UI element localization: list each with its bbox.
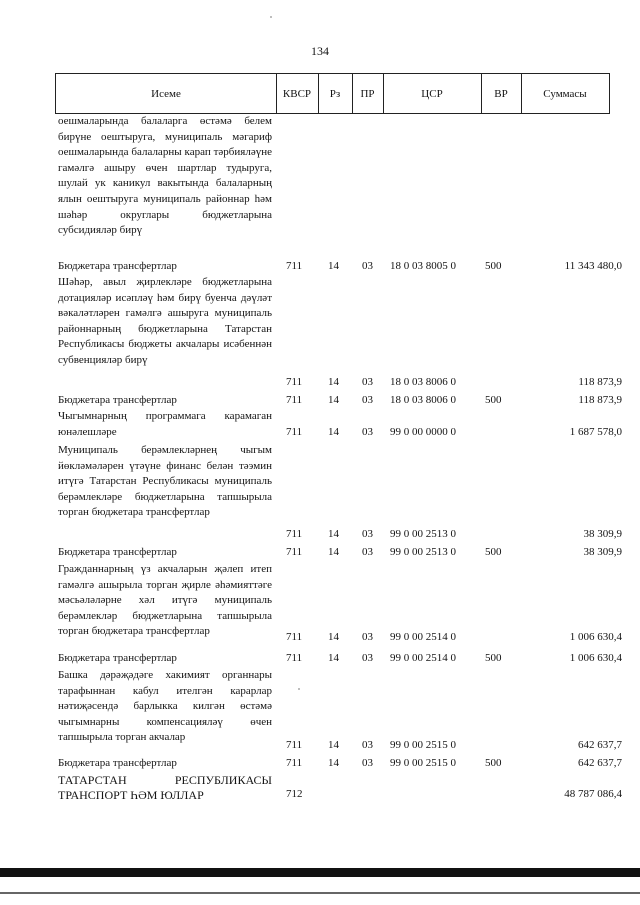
row-name: Шәһәр, авыл җирлекләре бюджетларына дотацияләр исәпләү һәм бирү буенча дәүләт вәкаләтләрен гамәлгә ашыруга муниципаль районнарның бюджетларына Татарстан Республикасы бюджеты акчалары исәбеннән субвенцияләр бирү xyxy=(58,276,272,366)
row-name: Гражданнарның үз акчаларын җәлеп итеп гамәлгә ашырыла торган җирле әһәмияттәге мәсьәләләрне хәл итүгә муниципаль берәмлекләр бюджетларына тапшырыла торган бюджетара трансфертлар xyxy=(58,563,272,638)
row-pr: 03 xyxy=(362,528,373,540)
row-csr: 99 0 00 2513 0 xyxy=(390,528,456,540)
row-rz: 14 xyxy=(328,426,339,438)
row-name: Бюджетара трансфертлар xyxy=(58,546,177,558)
row-kvsr: 711 xyxy=(286,376,303,388)
row-kvsr: 711 xyxy=(286,260,303,272)
row-rz: 14 xyxy=(328,376,339,388)
row-sum: 1 006 630,4 xyxy=(569,631,622,643)
row-rz: 14 xyxy=(328,528,339,540)
row-kvsr: 712 xyxy=(286,788,303,800)
row-pr: 03 xyxy=(362,260,373,272)
row-rz: 14 xyxy=(328,631,339,643)
row-csr: 18 0 03 8006 0 xyxy=(390,376,456,388)
row-vr: 500 xyxy=(485,260,502,272)
row-kvsr: 711 xyxy=(286,546,303,558)
row-kvsr: 711 xyxy=(286,528,303,540)
row-csr: 99 0 00 2513 0 xyxy=(390,546,456,558)
header-sum: Суммасы xyxy=(543,87,587,100)
row-vr: 500 xyxy=(485,757,502,769)
row-vr: 500 xyxy=(485,652,502,664)
row-csr: 99 0 00 2515 0 xyxy=(390,757,456,769)
row-pr: 03 xyxy=(362,631,373,643)
row-name: Бюджетара трансфертлар xyxy=(58,260,177,272)
row-sum: 38 309,9 xyxy=(583,546,622,558)
row-csr: 99 0 00 0000 0 xyxy=(390,426,456,438)
row-rz: 14 xyxy=(328,652,339,664)
row-name: Бюджетара трансфертлар xyxy=(58,394,177,406)
row-sum: 48 787 086,4 xyxy=(564,788,622,800)
row-csr: 99 0 00 2514 0 xyxy=(390,631,456,643)
row-name: Башка дәрәҗәдәге хакимият органнары тарафыннан кабул ителгән карарлар нәтиҗәсендә барлыкка килгән өстәмә чыгымнарны компенсацияләү өчен тапшырыла торган акчалар xyxy=(58,669,272,744)
row-pr: 03 xyxy=(362,426,373,438)
scan-speck xyxy=(298,688,300,690)
scan-border-bar xyxy=(0,868,640,877)
row-name: Бюджетара трансфертлар xyxy=(58,757,177,769)
page-number: 134 xyxy=(311,44,329,58)
row-kvsr: 711 xyxy=(286,757,303,769)
row-pr: 03 xyxy=(362,394,373,406)
row-kvsr: 711 xyxy=(286,394,303,406)
row-name: Муниципаль берәмлекләрнең чыгым йөкләмәләрен үтәүне финанс белән тәэмин итүгә Татарстан Республикасы муниципаль берәмлекләре бюджетларына тапшырыла торган бюджетара трансфертлар xyxy=(58,444,272,519)
header-csr: ЦСР xyxy=(383,74,482,113)
row-sum: 1 687 578,0 xyxy=(569,426,622,438)
row-pr: 03 xyxy=(362,652,373,664)
scan-border-line xyxy=(0,892,640,894)
row-kvsr: 711 xyxy=(286,631,303,643)
row-rz: 14 xyxy=(328,739,339,751)
row-csr: 18 0 03 8005 0 xyxy=(390,260,456,272)
row-rz: 14 xyxy=(328,757,339,769)
row-sum: 11 343 480,0 xyxy=(564,260,622,272)
row-csr: 99 0 00 2514 0 xyxy=(390,652,456,664)
row-name: оешмаларында балаларга өстәмә белем бирүне оештыруга, муниципаль мәгариф оешмаларында балаларны карап тәрбияләүне гамәлгә ашыру өчен шартлар тудыруга, шулай ук каникул вакытында балаларның ялын оештыруга муниципаль районнар һәм шәһәр округлары бюджетларына субсидияләр бирү xyxy=(58,115,272,237)
row-kvsr: 711 xyxy=(286,652,303,664)
row-name: Бюджетара трансфертлар xyxy=(58,652,177,664)
row-kvsr: 711 xyxy=(286,739,303,751)
row-sum: 118 873,9 xyxy=(578,394,622,406)
row-rz: 14 xyxy=(328,394,339,406)
row-vr: 500 xyxy=(485,394,502,406)
row-vr: 500 xyxy=(485,546,502,558)
row-rz: 14 xyxy=(328,546,339,558)
row-pr: 03 xyxy=(362,376,373,388)
row-sum: 118 873,9 xyxy=(578,376,622,388)
row-sum: 642 637,7 xyxy=(578,739,622,751)
row-sum: 1 006 630,4 xyxy=(569,652,622,664)
row-csr: 99 0 00 2515 0 xyxy=(390,739,456,751)
header-vr: ВР xyxy=(481,74,522,113)
row-pr: 03 xyxy=(362,757,373,769)
scan-speck xyxy=(270,16,272,18)
row-pr: 03 xyxy=(362,739,373,751)
row-csr: 18 0 03 8006 0 xyxy=(390,394,456,406)
header-kvsr: КВСР xyxy=(276,74,319,113)
header-name: Исеме xyxy=(56,74,277,113)
header-pr: ПР xyxy=(352,74,384,113)
table-header xyxy=(55,73,610,114)
row-name: ТАТАРСТАН РЕСПУБЛИКАСЫ ТРАНСПОРТ ҺӘМ ЮЛЛАР xyxy=(58,773,272,802)
header-rz: Рз xyxy=(318,74,353,113)
row-sum: 642 637,7 xyxy=(578,757,622,769)
row-sum: 38 309,9 xyxy=(583,528,622,540)
row-rz: 14 xyxy=(328,260,339,272)
row-kvsr: 711 xyxy=(286,426,303,438)
row-name: Чыгымнарның программага карамаган юнәлешләре xyxy=(58,410,272,438)
row-pr: 03 xyxy=(362,546,373,558)
